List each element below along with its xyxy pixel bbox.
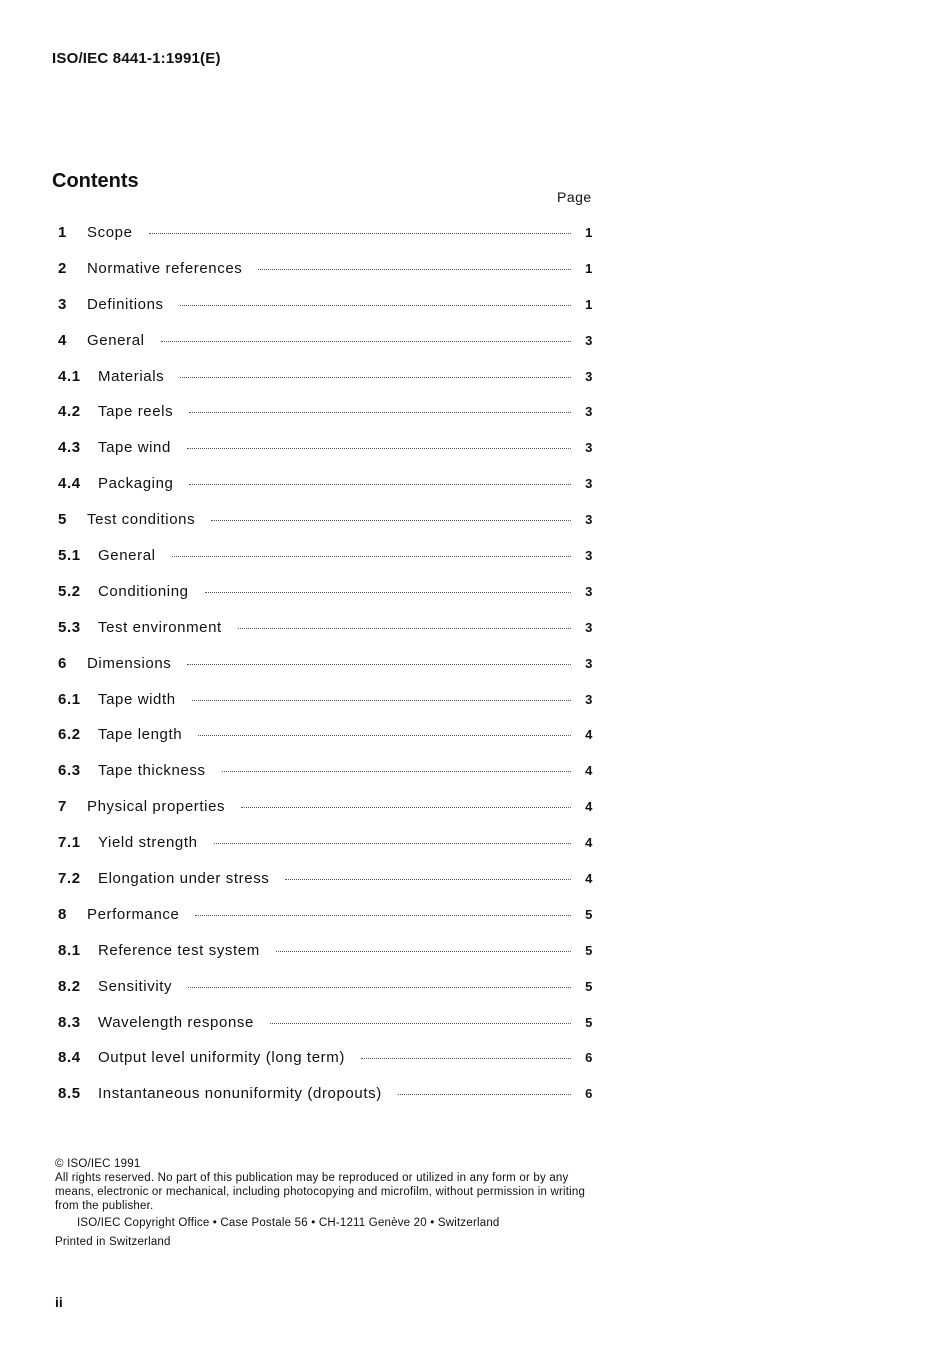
toc-entry-page: 6 xyxy=(585,1050,593,1066)
toc-entry xyxy=(58,1014,593,1050)
toc-entry xyxy=(58,439,593,475)
toc-entry-title: Dimensions xyxy=(87,654,172,672)
toc-entry-number: 8.4 xyxy=(58,1049,81,1067)
toc-entry-page: 1 xyxy=(585,260,593,276)
toc-entry-title: Elongation under stress xyxy=(98,870,270,888)
toc-entry-number: 4.3 xyxy=(58,439,81,457)
toc-entry xyxy=(58,511,593,547)
toc-entry-number: 6.3 xyxy=(58,762,81,780)
toc-entry-page: 3 xyxy=(585,548,593,564)
page-number: ii xyxy=(55,1294,63,1310)
toc-leader-dots xyxy=(241,806,571,808)
toc-leader-dots xyxy=(161,340,571,342)
toc-leader-dots xyxy=(361,1057,571,1059)
toc-entry xyxy=(58,619,593,655)
toc-entry-page: 6 xyxy=(585,1086,593,1102)
toc-entry xyxy=(58,1085,593,1121)
toc-entry-number: 6.2 xyxy=(58,726,81,744)
toc-entry-page: 3 xyxy=(585,440,593,456)
toc-entry xyxy=(58,726,593,762)
toc-entry-page: 3 xyxy=(585,655,593,671)
toc-leader-dots xyxy=(180,376,571,378)
toc-leader-dots xyxy=(189,411,571,413)
toc-entry-number: 8.2 xyxy=(58,977,81,995)
toc-entry xyxy=(58,978,593,1014)
toc-leader-dots xyxy=(195,914,571,916)
toc-entry-number: 1 xyxy=(58,224,67,241)
toc-entry-title: Reference test system xyxy=(98,941,260,959)
contents-heading: Contents xyxy=(52,170,139,192)
toc-entry xyxy=(58,332,593,368)
toc-entry xyxy=(58,403,593,439)
printed-in: Printed in Switzerland xyxy=(55,1236,171,1248)
toc-entry-title: Sensitivity xyxy=(98,977,173,995)
toc-entry-page: 4 xyxy=(585,727,593,743)
toc-entry-number: 2 xyxy=(58,259,67,277)
toc-entry-page: 3 xyxy=(585,404,593,420)
toc-entry-page: 5 xyxy=(585,978,593,994)
toc-entry-page: 4 xyxy=(585,799,593,815)
toc-entry-title: Physical properties xyxy=(87,798,226,816)
toc-entry-title: Wavelength response xyxy=(98,1013,254,1031)
toc-leader-dots xyxy=(285,878,571,880)
toc-leader-dots xyxy=(149,232,571,234)
toc-leader-dots xyxy=(222,770,571,772)
toc-entry-page: 3 xyxy=(585,512,593,528)
toc-entry-number: 4.2 xyxy=(58,403,81,421)
toc-entry-title: Test conditions xyxy=(87,511,196,529)
toc-entry-title: Tape reels xyxy=(98,403,174,421)
toc-entry-number: 8 xyxy=(58,905,67,923)
toc-entry-number: 5.2 xyxy=(58,582,81,600)
toc-leader-dots xyxy=(180,304,571,306)
toc-entry xyxy=(58,942,593,978)
toc-entry-title: Performance xyxy=(87,905,180,923)
toc-entry-page: 3 xyxy=(585,332,593,348)
toc-leader-dots xyxy=(192,699,571,701)
toc-entry xyxy=(58,906,593,942)
toc-entry-title: Instantaneous nonuniformity (dropouts) xyxy=(98,1085,382,1103)
toc-entry xyxy=(58,296,593,332)
toc-entry-page: 1 xyxy=(585,225,593,240)
toc-entry-page: 3 xyxy=(585,476,593,492)
toc-entry-title: General xyxy=(87,331,145,349)
toc-leader-dots xyxy=(214,842,571,844)
toc-entry xyxy=(58,475,593,511)
toc-leader-dots xyxy=(188,986,571,988)
toc-entry xyxy=(58,368,593,404)
toc-leader-dots xyxy=(187,447,571,449)
toc-entry-page: 3 xyxy=(585,368,593,384)
toc-entry-page: 3 xyxy=(585,583,593,599)
toc-leader-dots xyxy=(189,483,571,485)
toc-entry-page: 4 xyxy=(585,835,593,851)
toc-entry xyxy=(58,583,593,619)
toc-entry-number: 4.1 xyxy=(58,367,81,385)
toc-entry-page: 3 xyxy=(585,691,593,707)
page-column-label: Page xyxy=(557,189,592,205)
copyright-notice xyxy=(55,1157,600,1249)
copyright-line: © ISO/IEC 1991 xyxy=(55,1158,141,1170)
toc-entry-title: Packaging xyxy=(98,475,174,493)
toc-entry-number: 4 xyxy=(58,331,67,349)
toc-entry-page: 5 xyxy=(585,1014,593,1030)
toc-entry-number: 7 xyxy=(58,798,67,816)
toc-leader-dots xyxy=(187,663,571,665)
toc-entry-title: General xyxy=(98,547,156,565)
toc-entry-number: 7.2 xyxy=(58,870,81,888)
toc-entry-page: 1 xyxy=(585,296,593,312)
toc-entry-number: 6.1 xyxy=(58,690,81,708)
toc-entry xyxy=(58,834,593,870)
toc-entry-number: 5 xyxy=(58,511,67,529)
toc-leader-dots xyxy=(205,591,571,593)
toc-entry-title: Conditioning xyxy=(98,582,189,600)
toc-leader-dots xyxy=(211,519,571,521)
toc-entry-number: 8.5 xyxy=(58,1085,81,1103)
toc-leader-dots xyxy=(398,1093,571,1095)
toc-entry xyxy=(58,1049,593,1085)
toc-entry-number: 8.1 xyxy=(58,941,81,959)
toc-leader-dots xyxy=(198,734,571,736)
toc-entry xyxy=(58,870,593,906)
toc-entry xyxy=(58,547,593,583)
toc-entry-title: Yield strength xyxy=(98,834,198,852)
toc-entry xyxy=(58,798,593,834)
document-id: ISO/IEC 8441-1:1991(E) xyxy=(52,50,221,67)
toc-entry-number: 7.1 xyxy=(58,834,81,852)
toc-entry-number: 5.3 xyxy=(58,618,81,636)
toc-entry-title: Definitions xyxy=(87,295,164,313)
toc-entry-title: Test environment xyxy=(98,618,222,636)
toc-entry-page: 4 xyxy=(585,763,593,779)
toc-entry-number: 8.3 xyxy=(58,1013,81,1031)
toc-entry xyxy=(58,224,593,260)
toc-entry-title: Materials xyxy=(98,367,165,385)
toc-entry-page: 5 xyxy=(585,906,593,922)
toc-leader-dots xyxy=(270,1022,571,1024)
rights-statement: All rights reserved. No part of this publication may be reproduced or utilized in any form or by any means, electronic or mechanical, including photocopying and microfilm, without permission in writing from the publisher. xyxy=(55,1172,586,1212)
publisher-address: ISO/IEC Copyright Office • Case Postale 56 • CH-1211 Genève 20 • Switzerland xyxy=(77,1217,500,1229)
toc-leader-dots xyxy=(276,950,571,952)
toc-entry-page: 4 xyxy=(585,871,593,887)
toc-entry-number: 4.4 xyxy=(58,475,81,493)
toc-entry xyxy=(58,762,593,798)
toc-entry-title: Tape wind xyxy=(98,439,171,457)
toc-entry-page: 5 xyxy=(585,942,593,958)
toc-entry-title: Tape width xyxy=(98,690,176,708)
toc-leader-dots xyxy=(238,627,571,629)
table-of-contents xyxy=(58,224,593,1121)
toc-leader-dots xyxy=(172,555,571,557)
toc-entry-title: Tape length xyxy=(98,726,183,744)
toc-entry-number: 6 xyxy=(58,654,67,672)
toc-leader-dots xyxy=(258,268,571,270)
toc-entry xyxy=(58,691,593,727)
toc-entry xyxy=(58,655,593,691)
toc-entry-page: 3 xyxy=(585,619,593,635)
toc-entry-title: Scope xyxy=(87,224,133,241)
toc-entry-title: Tape thickness xyxy=(98,762,206,780)
toc-entry-number: 5.1 xyxy=(58,547,81,565)
toc-entry-title: Output level uniformity (long term) xyxy=(98,1049,345,1067)
toc-entry-number: 3 xyxy=(58,295,67,313)
toc-entry xyxy=(58,260,593,296)
toc-entry-title: Normative references xyxy=(87,259,243,277)
